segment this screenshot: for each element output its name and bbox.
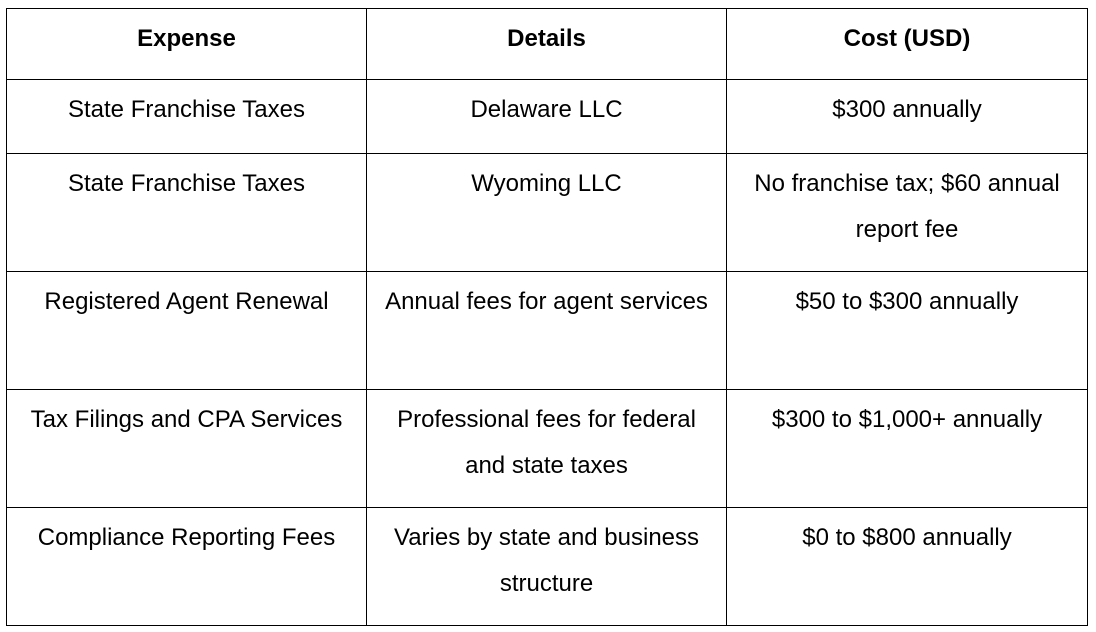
cell-expense: State Franchise Taxes — [7, 80, 367, 154]
cell-cost: $0 to $800 annually — [727, 508, 1088, 626]
table-row — [7, 80, 1088, 154]
cell-details: Annual fees for agent services — [367, 272, 727, 390]
table-row — [7, 154, 1088, 272]
header-cost: Cost (USD) — [727, 9, 1088, 80]
table-row — [7, 508, 1088, 626]
cell-details: Delaware LLC — [367, 80, 727, 154]
cell-details: Professional fees for federal and state taxes — [367, 390, 727, 508]
cell-expense: Registered Agent Renewal — [7, 272, 367, 390]
cell-cost: $300 to $1,000+ annually — [727, 390, 1088, 508]
cell-expense: Tax Filings and CPA Services — [7, 390, 367, 508]
cell-cost: $300 annually — [727, 80, 1088, 154]
table-row — [7, 272, 1088, 390]
cell-cost: No franchise tax; $60 annual report fee — [727, 154, 1088, 272]
cell-expense: State Franchise Taxes — [7, 154, 367, 272]
cell-details: Varies by state and business structure — [367, 508, 727, 626]
cell-details: Wyoming LLC — [367, 154, 727, 272]
expense-table — [6, 8, 1088, 626]
table-row — [7, 390, 1088, 508]
header-expense: Expense — [7, 9, 367, 80]
table-header-row — [7, 9, 1088, 80]
cell-expense: Compliance Reporting Fees — [7, 508, 367, 626]
header-details: Details — [367, 9, 727, 80]
cell-cost: $50 to $300 annually — [727, 272, 1088, 390]
